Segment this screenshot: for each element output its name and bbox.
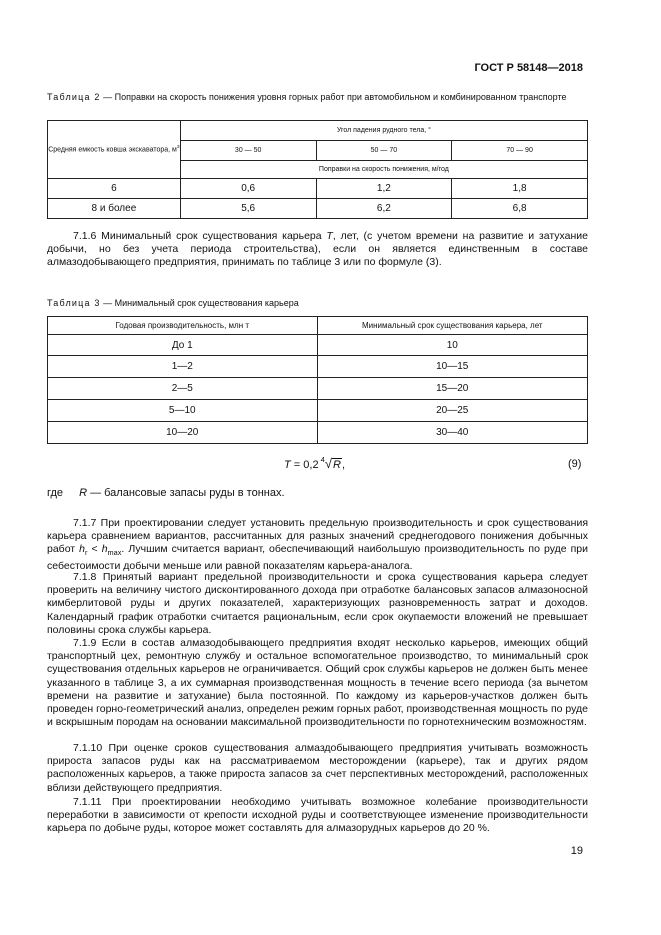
table2-col-header: 70 — 90 <box>452 141 588 161</box>
table3-col-header: Годовая производительность, млн т <box>48 317 318 335</box>
table-row <box>48 335 588 356</box>
formula-number: (9) <box>568 458 582 470</box>
table2-row-header: Средняя емкость ковша экскаватора, $м^3$ <box>48 121 181 179</box>
table-cell: 10—20 <box>48 422 318 444</box>
table-row <box>48 179 588 199</box>
table2-subheader: Поправки на скорость понижения, м/год <box>180 161 587 179</box>
table2 <box>47 120 588 219</box>
table-cell: 1—2 <box>48 356 318 378</box>
table-cell: 6 <box>48 179 181 199</box>
table-cell: 5,6 <box>180 199 316 219</box>
paragraph-7-1-11: 7.1.11 При проектировании необходимо учитывать возможное колебание производительности переработки в зависимости от крепости исходной руды и соответствующее изменение производительности карьера по добыче руды, которое может составлять для алмазорудных карьеров до 20 %. <box>47 796 588 835</box>
table3-title: — Минимальный срок существования карьера <box>100 298 299 308</box>
table-row <box>48 378 588 400</box>
table-cell: 20—25 <box>317 400 587 422</box>
table-cell: 6,8 <box>452 199 588 219</box>
formula-legend: где R — балансовые запасы руды в тоннах. <box>47 487 285 499</box>
table2-title: — Поправки на скорость понижения уровня горных работ при автомобильном и комбинированном транспорте <box>100 92 567 102</box>
formula-tail: , <box>341 459 345 471</box>
radicand: R <box>332 459 341 471</box>
table-cell: 0,6 <box>180 179 316 199</box>
document-header: ГОСТ Р 58148—2018 <box>474 62 583 74</box>
table2-caption <box>47 92 587 103</box>
table2-col-header: 50 — 70 <box>316 141 452 161</box>
table-cell: До 1 <box>48 335 318 356</box>
table3-col-header: Минимальный срок существования карьера, лет <box>317 317 587 335</box>
table-cell: 5—10 <box>48 400 318 422</box>
table-cell: 15—20 <box>317 378 587 400</box>
paragraph-7-1-10: 7.1.10 При оценке сроков существования алмаздобывающего предприятия учитывать возможность прироста запасов руды как на рассматриваемом месторождении (карьере), так и других рядом расположенных карьеров, а также прироста запасов за счет перспективных месторождений, расположенных вблизи действующего предприятия. <box>47 742 588 794</box>
paragraph-7-1-8: 7.1.8 Принятый вариант предельной производительности и срока существования карьера следует проверить на величину чистого дисконтированного дохода при отработке балансовых запасов алмазоносной кимберлитовой руды и других показателей, характеризующих разновременность затрат и доходов. Календарный график отработки считается рациональным, если срок окупаемости вложений не превышает половины срока службы карьера. <box>47 571 588 636</box>
formula <box>284 456 345 471</box>
table-row <box>48 199 588 219</box>
page-number: 19 <box>570 845 583 857</box>
table-cell: 1,2 <box>316 179 452 199</box>
table3-label: Таблица 3 <box>47 298 101 308</box>
formula-coef: = 0,2 <box>290 459 319 471</box>
table-cell: 8 и более <box>48 199 181 219</box>
table-cell: 1,8 <box>452 179 588 199</box>
table-cell: 30—40 <box>317 422 587 444</box>
table-cell: 6,2 <box>316 199 452 219</box>
paragraph-7-1-7: 7.1.7 При проектировании следует установить предельную производительность и срок существования карьера сравнением вариантов, рассчитанных для разных значений среднегодового понижения добычных работ $h_r < h_{max}$. Лучшим считается вариант, обеспечивающий наибольшую производительность по руде при себестоимости добычи меньше или равной показателям карьера-аналога. <box>47 517 588 572</box>
formula-lhs: T <box>284 459 291 471</box>
table2-label: Таблица 2 <box>47 92 101 102</box>
table-row <box>48 422 588 444</box>
table-cell: 2—5 <box>48 378 318 400</box>
table-cell: 10—15 <box>317 356 587 378</box>
root-index: 4 <box>320 455 325 465</box>
table-cell: 10 <box>317 335 587 356</box>
table-row <box>48 356 588 378</box>
table2-group-header: Угол падения рудного тела, ° <box>180 121 587 141</box>
paragraph-7-1-6: 7.1.6 Минимальный срок существования карьера T, лет, (с учетом времени на развитие и затухание добычи, но без учета периода строительства), если он является единственным в составе алмазодобывающего предприятия, принимать по таблице 3 или по формуле (3). <box>47 230 588 269</box>
radical-sign-icon: √ <box>324 456 332 471</box>
table3 <box>47 316 588 444</box>
table2-col-header: 30 — 50 <box>180 141 316 161</box>
paragraph-7-1-9: 7.1.9 Если в состав алмазодобывающего предприятия входят несколько карьеров, имеющих общий транспортный цех, ремонтную службу и остальное вспомогательное производство, то минимальный срок существования отдельных карьеров не ограничивается. Общий срок службы карьеров не должен быть менее указанного в таблице 3, а их суммарная производственная мощность в течение всего периода (за вычетом времени на развитие и затухание) была постоянной. По каждому из карьеров-участков должен быть проведен горно-геометрический анализ, определен режим горных работ, производственная мощность по руде и вскрышным породам на основании максимальной производительности по горнотехническим возможностям. <box>47 637 588 729</box>
table3-caption <box>47 298 587 309</box>
table-row <box>48 400 588 422</box>
